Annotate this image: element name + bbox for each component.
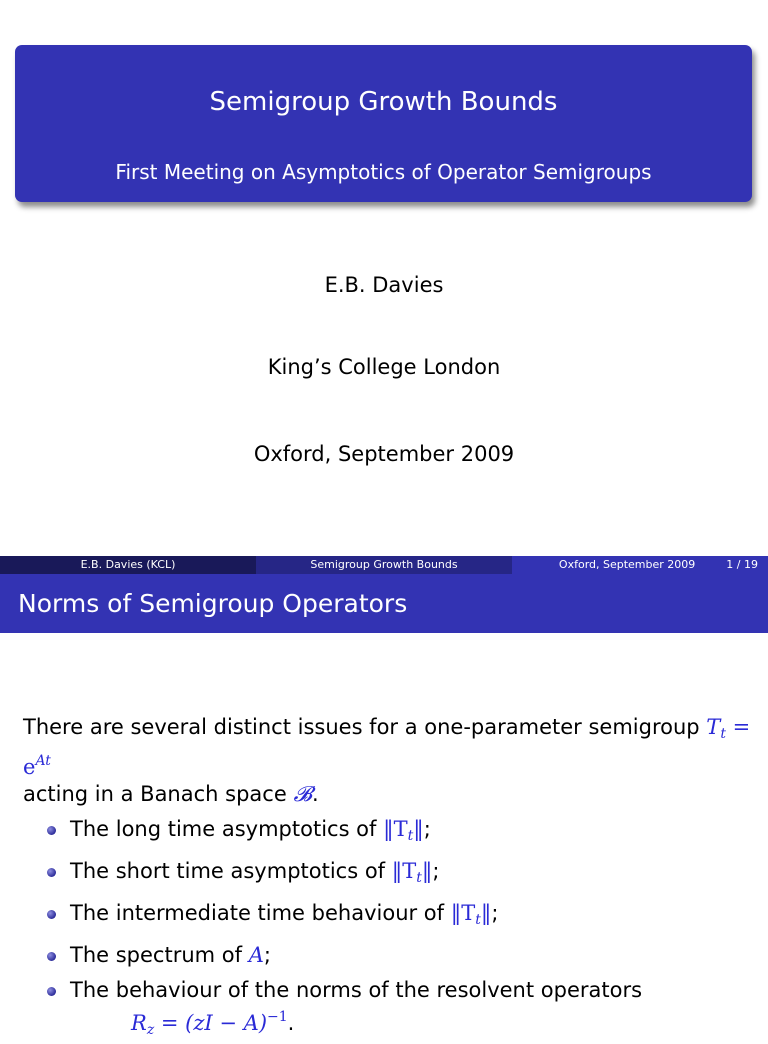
item-text: The behaviour of the norms of the resolvent operators [70, 978, 643, 1002]
item-math-close: ‖ [480, 901, 492, 925]
presentation-date: Oxford, September 2009 [253, 442, 515, 466]
bullet-icon [47, 868, 56, 877]
item-text: The long time asymptotics of [70, 817, 384, 841]
frame-title-bar [0, 574, 768, 633]
bullet-icon [47, 952, 56, 961]
title-block [15, 45, 752, 202]
item-text: The intermediate time behaviour of [70, 901, 451, 925]
list-item [47, 896, 642, 938]
footline-author: E.B. Davies (KCL) [0, 556, 256, 574]
item-math: A [248, 943, 264, 967]
footline-date-page [512, 556, 768, 574]
item-tail: ; [491, 901, 499, 925]
footline-title: Semigroup Growth Bounds [256, 556, 512, 574]
item-math-close: ‖ [421, 859, 433, 883]
equals-exp: = e [23, 715, 751, 779]
resolvent-formula [70, 1004, 642, 1044]
bullet-icon [47, 987, 56, 996]
item-tail: ; [432, 859, 440, 883]
resolvent-expression: = (zI − A) [154, 1011, 268, 1035]
resolvent-symbol: R [131, 1011, 147, 1035]
institute-name: King’s College London [267, 355, 501, 379]
item-math-close: ‖ [413, 817, 424, 841]
exponent: At [35, 753, 51, 769]
item-tail: ; [263, 943, 271, 967]
resolvent-subscript: z [146, 1022, 155, 1038]
frame-title: Norms of Semigroup Operators [18, 589, 408, 618]
item-tail: ; [423, 817, 431, 841]
list-item [47, 938, 642, 973]
presentation-title: Semigroup Growth Bounds [209, 87, 558, 117]
intro-paragraph [23, 714, 753, 808]
bullet-icon [47, 910, 56, 919]
list-item [47, 973, 642, 1044]
content-slide [0, 556, 768, 1038]
item-math: ‖T [383, 817, 408, 841]
list-item [47, 812, 642, 854]
intro-period: . [311, 782, 319, 806]
item-text: The spectrum of [70, 943, 249, 967]
item-text: The short time asymptotics of [70, 859, 392, 883]
item-math-sub: t [475, 912, 481, 928]
resolvent-period: . [287, 1011, 295, 1035]
bullet-icon [47, 826, 56, 835]
issues-list [47, 812, 642, 1044]
semigroup-subscript: t [720, 726, 726, 742]
item-math: ‖T [391, 859, 417, 883]
item-math: ‖T [450, 901, 476, 925]
banach-space-symbol: 𝓑 [293, 782, 312, 806]
presentation-subtitle: First Meeting on Asymptotics of Operator Semigroups [115, 160, 652, 184]
item-math-sub: t [416, 870, 422, 886]
semigroup-symbol: T [706, 715, 721, 739]
intro-text: There are several distinct issues for a one-parameter semigroup [23, 715, 707, 739]
footline-date: Oxford, September 2009 [558, 558, 696, 571]
list-item [47, 854, 642, 896]
author-name: E.B. Davies [324, 273, 444, 297]
intro-text-line2: acting in a Banach space [23, 782, 294, 806]
footline [0, 556, 768, 574]
resolvent-exponent: −1 [267, 1009, 288, 1025]
item-math-sub: t [407, 828, 414, 844]
page-number: 1 / 19 [726, 558, 758, 571]
